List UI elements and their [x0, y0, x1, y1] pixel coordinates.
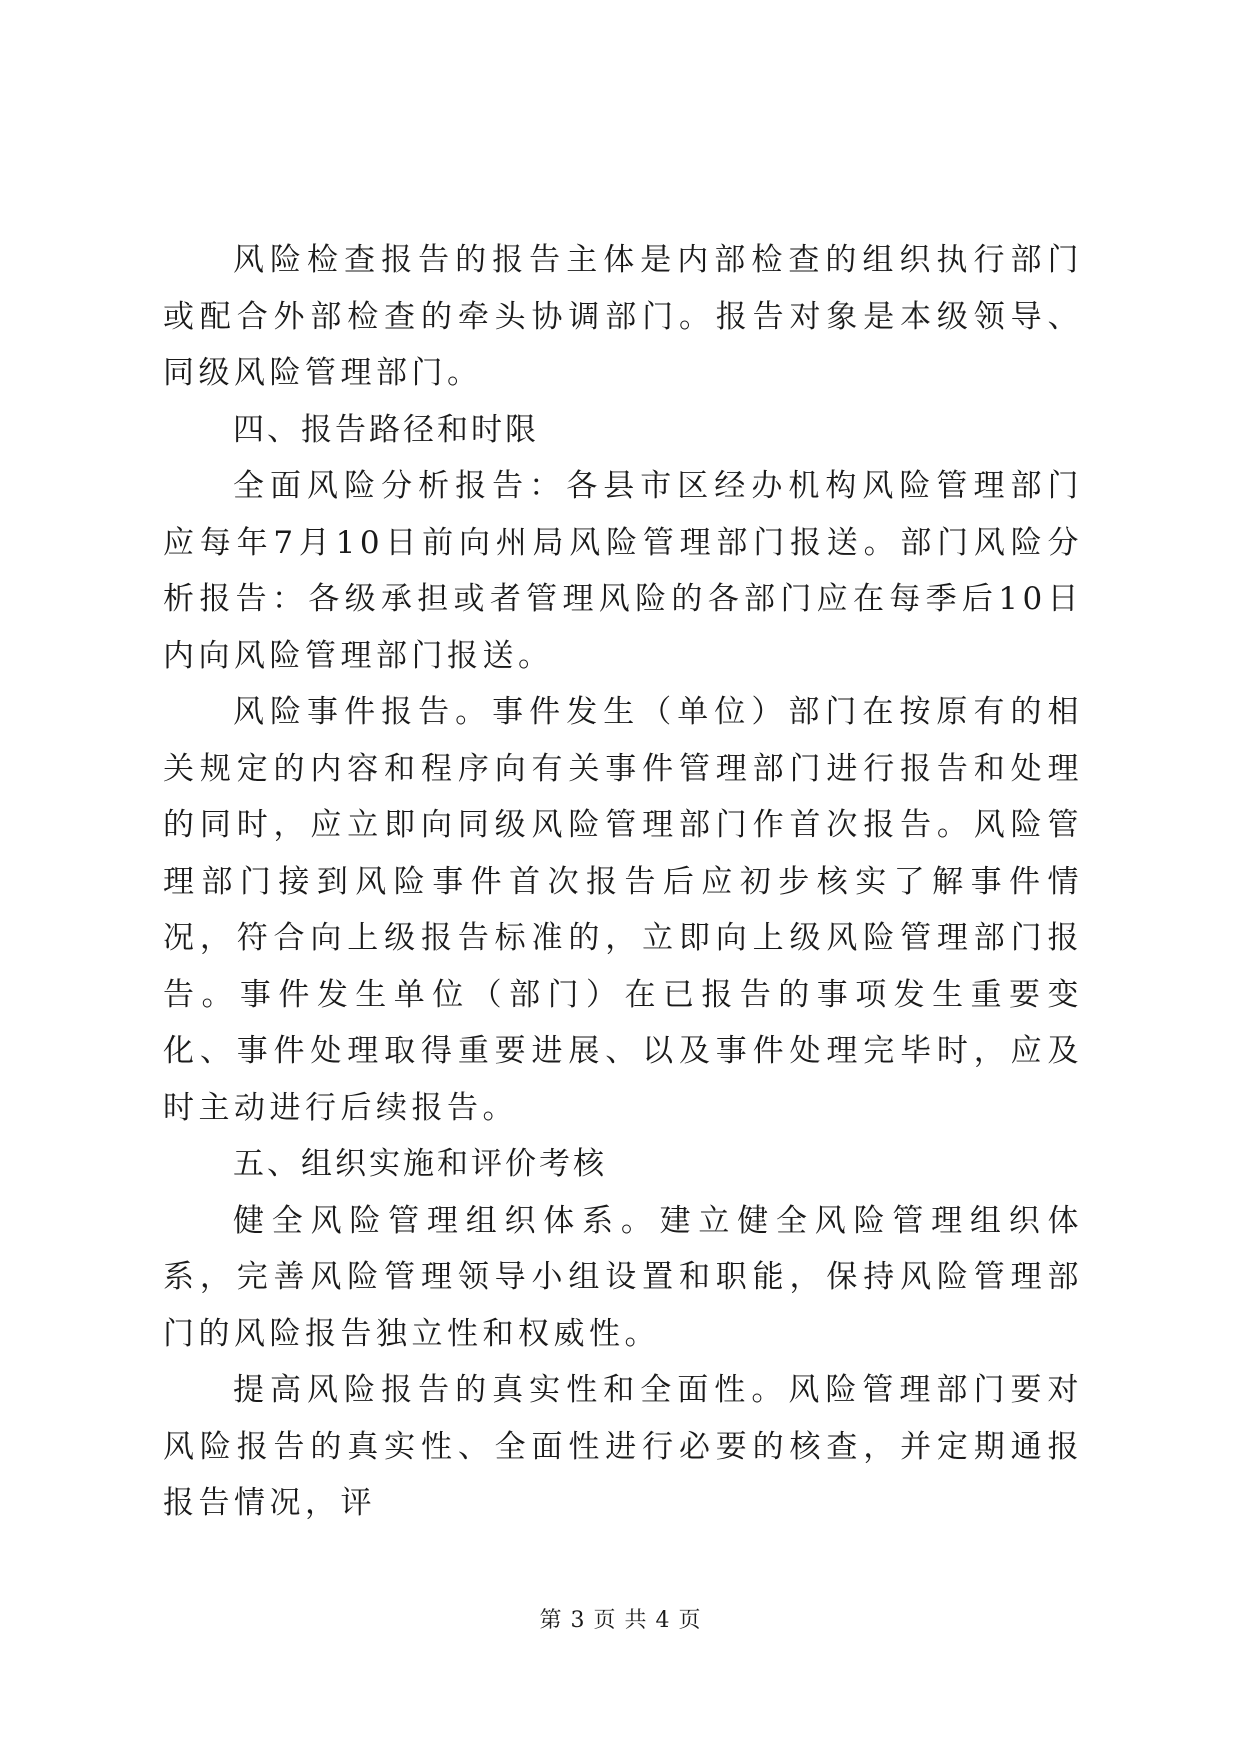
paragraph-analysis-report-deadline: 全面风险分析报告：各县市区经办机构风险管理部门应每年7月10日前向州局风险管理部门报送。部门风险分析报告：各级承担或者管理风险的各部门应在每季后10日内向风险管理部门报送。 [163, 468, 1083, 674]
document-body [163, 232, 1083, 1532]
paragraph-inspection-report-subject: 风险检查报告的报告主体是内部检查的组织执行部门或配合外部检查的牵头协调部门。报告对象是本级领导、同级风险管理部门。 [163, 242, 1083, 391]
paragraph-report-authenticity: 提高风险报告的真实性和全面性。风险管理部门要对风险报告的真实性、全面性进行必要的核查，并定期通报报告情况，评 [163, 1372, 1083, 1521]
paragraph-organization-system: 健全风险管理组织体系。建立健全风险管理组织体系，完善风险管理领导小组设置和职能，保持风险管理部门的风险报告独立性和权威性。 [163, 1202, 1083, 1352]
paragraph-risk-event-report: 风险事件报告。事件发生（单位）部门在按原有的相关规定的内容和程序向有关事件管理部门进行报告和处理的同时，应立即向同级风险管理部门作首次报告。风险管理部门接到风险事件首次报告后应初步核实了解事件情况，符合向上级报告标准的，立即向上级风险管理部门报告。事件发生单位（部门）在已报告的事项发生重要变化、事件处理取得重要进展、以及事件处理完毕时，应及时主动进行后续报告。 [163, 694, 1083, 1126]
section-heading-implementation-evaluation: 五、组织实施和评价考核 [233, 1146, 607, 1182]
section-heading-reporting-path: 四、报告路径和时限 [233, 411, 539, 448]
page-number-footer: 第 3 页 共 4 页 [539, 1608, 702, 1633]
